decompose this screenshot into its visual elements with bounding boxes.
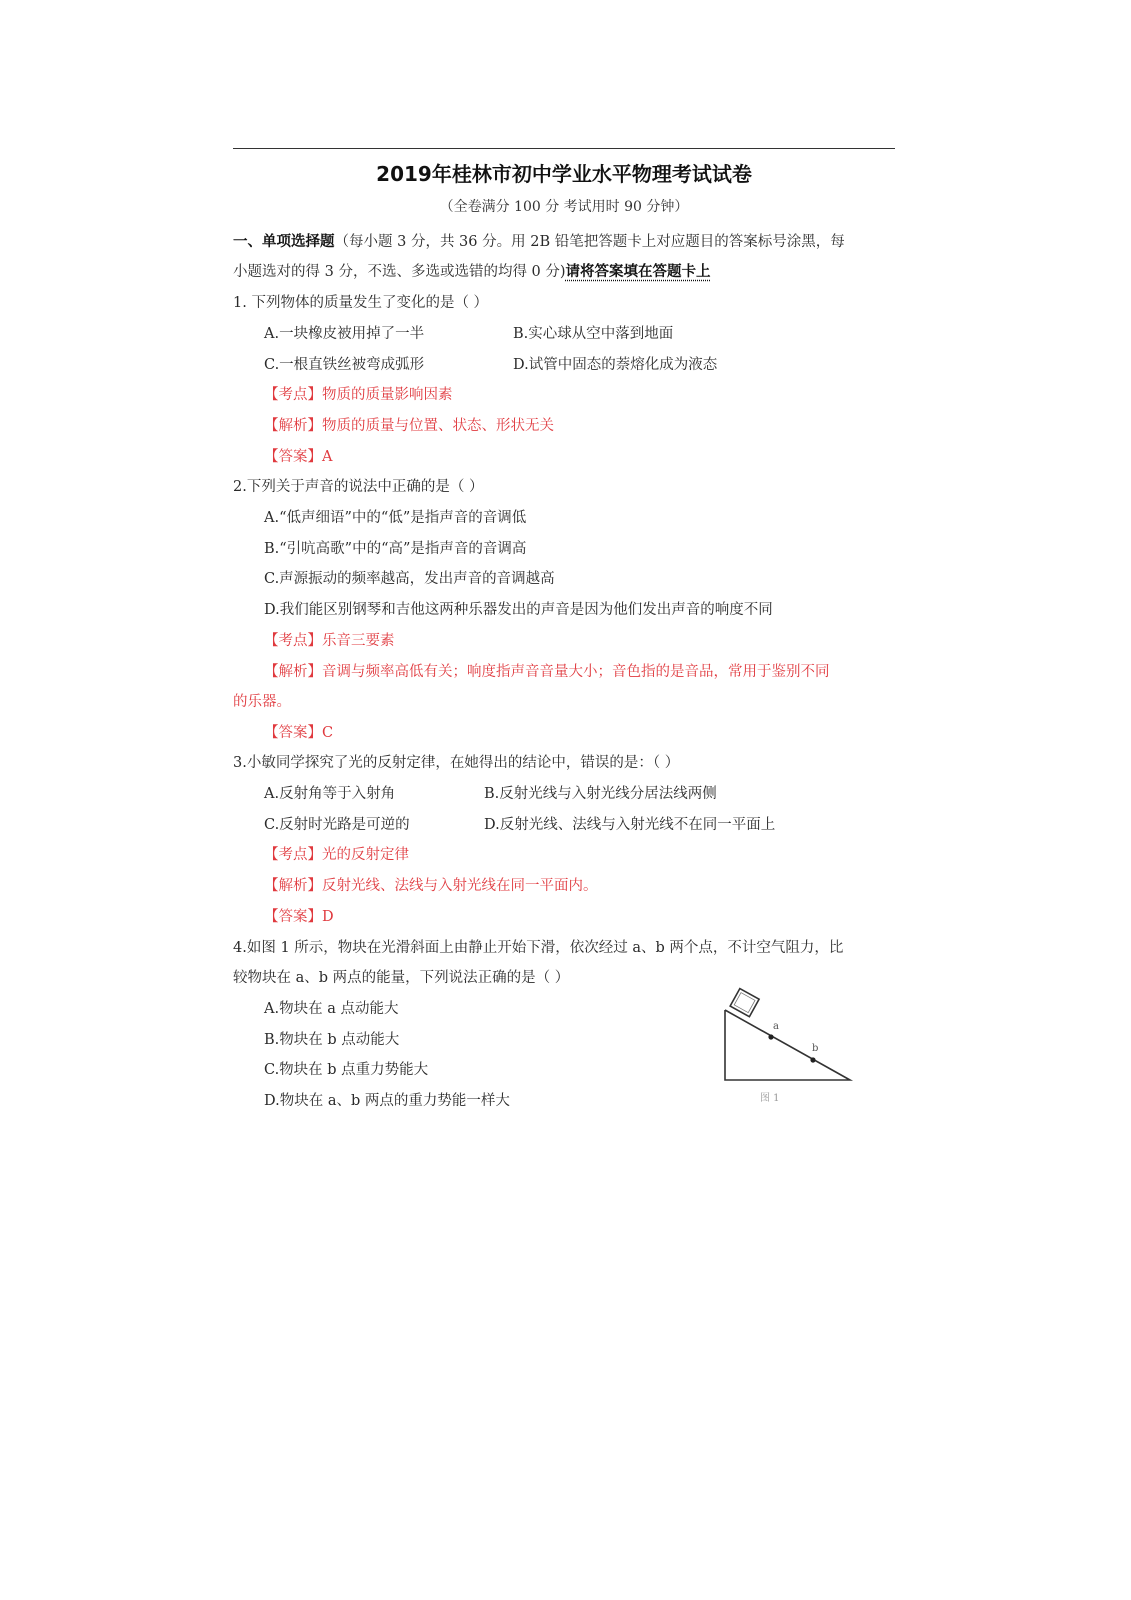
point-a-label: a [773, 1021, 779, 1032]
q2-option-d: D.我们能区别钢琴和吉他这两种乐器发出的声音是因为他们发出声音的响度不同 [264, 602, 773, 618]
q2-option-b: B.“引吭高歌”中的“高”是指声音的音调高 [264, 541, 527, 557]
figure-caption: 图 1 [760, 1093, 780, 1104]
q4-option-c: C.物块在 b 点重力势能大 [264, 1062, 429, 1078]
q2-option-c: C.声源振动的频率越高，发出声音的音调越高 [264, 571, 555, 587]
q1-kaodian: 【考点】物质的质量影响因素 [264, 387, 453, 403]
q1-stem: 1. 下列物体的质量发生了变化的是（ ） [233, 295, 489, 311]
q2-jiexi-line-1: 【解析】音调与频率高低有关；响度指声音音量大小；音色指的是音品，常用于鉴别不同 [264, 664, 830, 680]
q1-answer: 【答案】A [264, 449, 333, 465]
section-emphasis: 请将答案填在答题卡上 [565, 264, 711, 280]
section-instructions-b: 小题选对的得 3 分，不选、多选或选错的均得 0 分) [233, 264, 566, 280]
q1-option-d: D.试管中固态的萘熔化成为液态 [513, 357, 718, 373]
point-b-dot [810, 1057, 815, 1062]
q3-option-c: C.反射时光路是可逆的 [264, 817, 410, 833]
q1-option-c: C.一根直铁丝被弯成弧形 [264, 357, 425, 373]
q1-option-a: A.一块橡皮被用掉了一半 [264, 326, 425, 342]
q3-answer: 【答案】D [264, 909, 334, 925]
section-instructions-line-1 [233, 230, 845, 251]
q3-jiexi: 【解析】反射光线、法线与入射光线在同一平面内。 [264, 878, 598, 894]
top-rule [233, 148, 895, 149]
q4-option-b: B.物块在 b 点动能大 [264, 1032, 400, 1048]
q3-option-b: B.反射光线与入射光线分居法线两侧 [484, 786, 717, 802]
q4-option-d: D.物块在 a、b 两点的重力势能一样大 [264, 1093, 510, 1109]
q2-option-a: A.“低声细语”中的“低”是指声音的音调低 [264, 510, 527, 526]
q2-stem: 2.下列关于声音的说法中正确的是（ ） [233, 479, 484, 495]
section-instructions-a: （每小题 3 分，共 36 分。用 2B 铅笔把答题卡上对应题目的答案标号涂黑，每 [334, 234, 845, 250]
q4-option-a: A.物块在 a 点动能大 [264, 1001, 399, 1017]
q2-answer: 【答案】C [264, 725, 334, 741]
q1-jiexi: 【解析】物质的质量与位置、状态、形状无关 [264, 418, 554, 434]
q4-stem-line-2: 较物块在 a、b 两点的能量，下列说法正确的是（ ） [233, 970, 570, 986]
q3-option-a: A.反射角等于入射角 [264, 786, 396, 802]
point-a-dot [768, 1034, 773, 1039]
sliding-block [730, 989, 759, 1017]
q3-kaodian: 【考点】光的反射定律 [264, 847, 409, 863]
section-heading: 一、单项选择题 [233, 234, 335, 250]
q2-jiexi-line-2: 的乐器。 [233, 694, 291, 710]
q2-kaodian: 【考点】乐音三要素 [264, 633, 395, 649]
q4-stem-line-1: 4.如图 1 所示，物块在光滑斜面上由静止开始下滑，依次经过 a、b 两个点，不计空气阻力，比 [233, 940, 844, 956]
q3-option-d: D.反射光线、法线与入射光线不在同一平面上 [484, 817, 776, 833]
point-b-label: b [812, 1043, 819, 1054]
section-instructions-line-2 [233, 260, 711, 281]
q1-option-b: B.实心球从空中落到地面 [513, 326, 674, 342]
figure-incline [700, 985, 860, 1110]
incline-triangle [725, 1010, 850, 1080]
page-subtitle: （全卷满分 100 分 考试用时 90 分钟） [439, 199, 689, 215]
q3-stem: 3.小敏同学探究了光的反射定律，在她得出的结论中，错误的是：（ ） [233, 755, 680, 771]
page-title: 2019年桂林市初中学业水平物理考试试卷 [376, 162, 752, 186]
